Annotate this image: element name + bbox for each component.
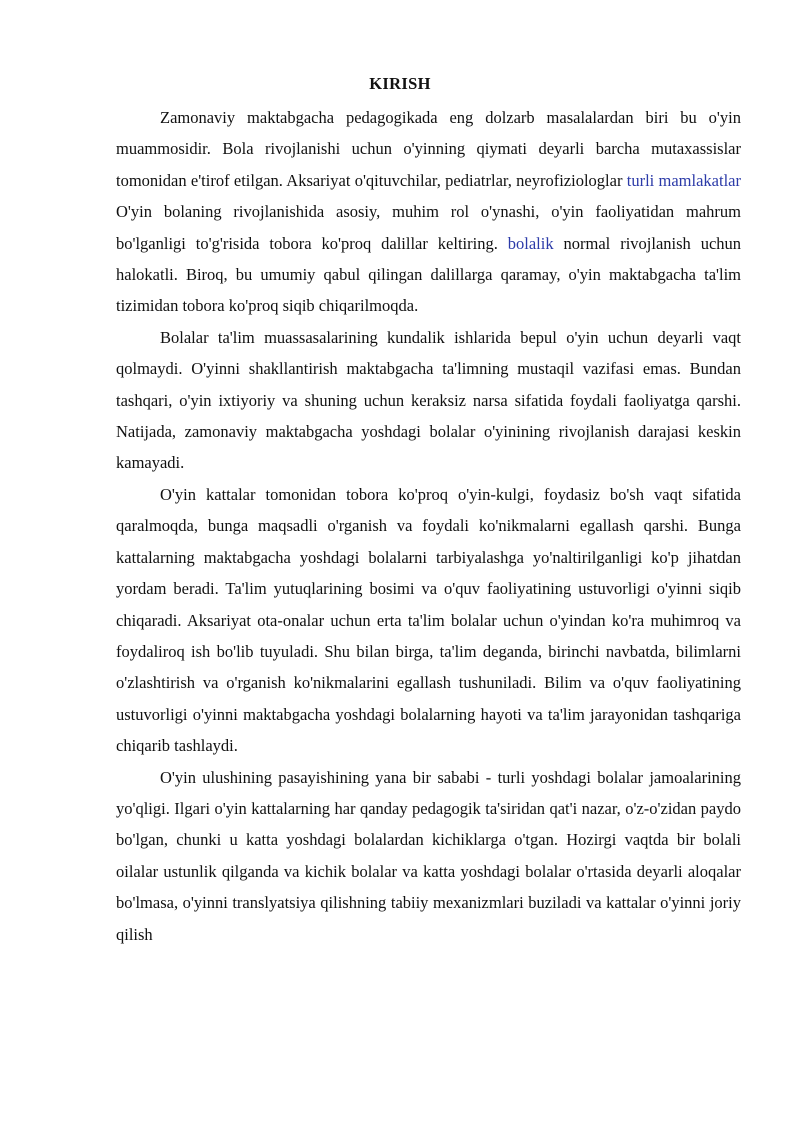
paragraph-2: Bolalar ta'lim muassasalarining kundalik ishlarida bepul o'yin uchun deyarli vaqt qolmaydi. O'yinni shakllantirish maktabgacha ta'limning mustaqil vazifasi emas. Bundan tashqari, o'yin ixtiyoriy va shuning uchun keraksiz narsa sifatida foydali faoliyatga qarshi. Natijada, zamonaviy maktabgacha yoshdagi bolalar o'yinining rivojlanish darajasi keskin kamayadi. bbox=[116, 327, 741, 473]
paragraph-4: O'yin ulushining pasayishining yana bir sababi - turli yoshdagi bolalar jamoalarining yo'qligi. Ilgari o'yin kattalarning har qanday pedagogik ta'siridan qat'i nazar, o'z-o'zidan paydo bo'lgan, chunki u katta yoshdagi bolalardan kichiklarga o'tgan. Hozirgi vaqtda bir bolali oilalar ustunlik qilganda va kichik bolalar va katta yoshdagi bolalar o'rtasida deyarli aloqalar bo'lmasa, o'yinni translyatsiya qilishning tabiiy mexanizmlari buziladi va kattalar o'yinni joriy qilish bbox=[116, 767, 741, 944]
section-heading: KIRISH bbox=[369, 74, 431, 93]
link-bolalik[interactable]: bolalik bbox=[507, 233, 554, 253]
paragraph-1-text-b: O'yin bolaning rivojlanishida asosiy, muhim rol o'ynashi, o'yin faoliyatidan mahrum bo'lganligi to'g'risida tobora ko'proq dalillar keltiring. bbox=[116, 202, 741, 253]
paragraph-1-text-a: Zamonaviy maktabgacha pedagogikada eng dolzarb masalalardan biri bu o'yin muammosidir. Bola rivojlanishi uchun o'yinning qiymati deyarli barcha mutaxassislar tomonidan e'tirof etilgan. Aksariyat o'qituvchilar, pediatrlar, neyrofiziologlar bbox=[116, 108, 741, 190]
paragraph-1-text-c: normal rivojlanish uchun halokatli. Biroq, bu umumiy qabul qilingan dalillarga qaramay, o'yin maktabgacha ta'lim tizimidan tobora ko'proq siqib chiqarilmoqda. bbox=[116, 233, 742, 316]
paragraph-3: O'yin kattalar tomonidan tobora ko'proq o'yin-kulgi, foydasiz bo'sh vaqt sifatida qaralmoqda, bunga maqsadli o'rganish va foydali ko'nikmalarni egallash qarshi. Bunga kattalarning maktabgacha yoshdagi bolalarni tarbiyalashga yo'naltirilganligi ko'p jihatdan yordam beradi. Ta'lim yutuqlarining bosimi va o'quv faoliyatining ustuvorligi o'yinni siqib chiqaradi. Aksariyat ota-onalar uchun erta ta'lim bolalar uchun o'yindan ko'ra muhimroq va foydaliroq ish bo'lib tuyuladi. Shu bilan birga, ta'lim deganda, birinchi navbatda, bilimlarni o'zlashtirish va o'rganish ko'nikmalarini egallash tushuniladi. Bilim va o'quv faoliyatining ustuvorligi o'yinni maktabgacha yoshdagi bolalarning hayoti va ta'lim jarayonidan tashqariga chiqarib tashlaydi. bbox=[116, 484, 741, 756]
paragraph-1 bbox=[116, 102, 741, 322]
link-turli-mamlakatlar[interactable]: turli mamlakatlar bbox=[626, 170, 741, 190]
body-text bbox=[116, 102, 741, 950]
